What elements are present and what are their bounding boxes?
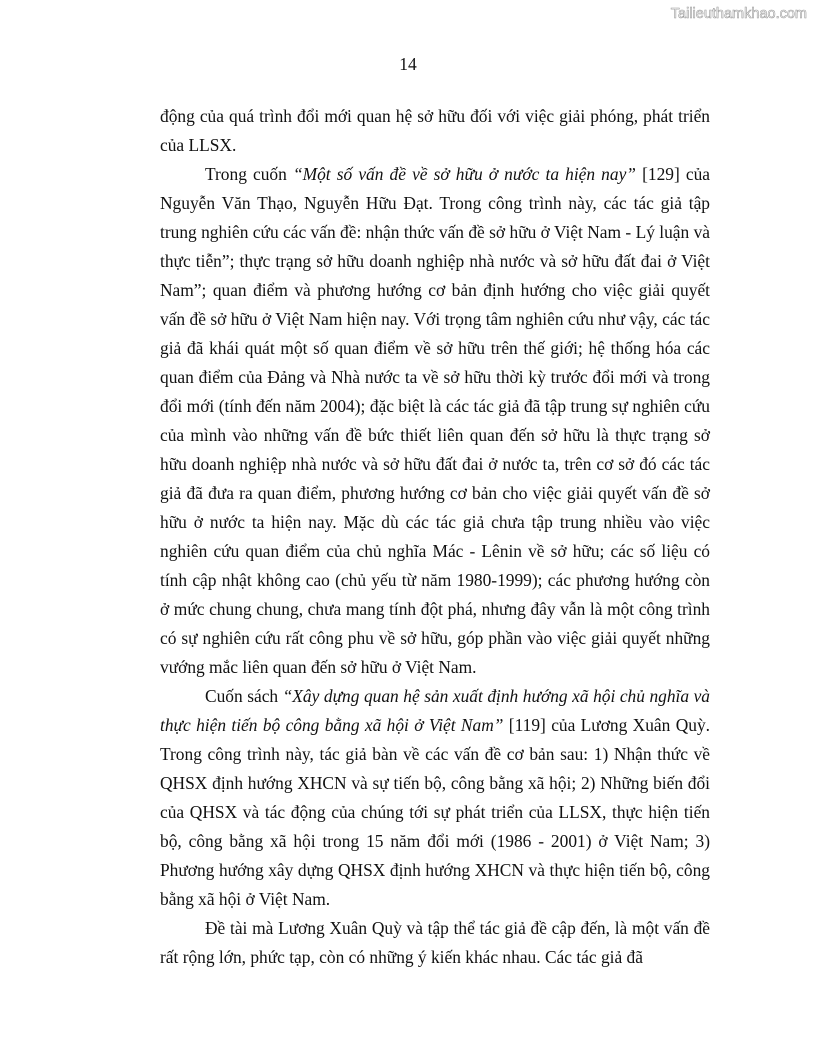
watermark: Tailieuthamkhao.com [670, 6, 807, 22]
paragraph-xuan-quy [160, 682, 710, 914]
paragraph-continuation [160, 102, 710, 160]
paragraph-text: [129] của Nguyễn Văn Thạo, Nguyễn Hữu Đạt. Trong công trình này, các tác giả tập trung nghiên cứu các vấn đề: nhận thức vấn đề sở hữu ở Việt Nam - Lý luận và thực tiễn”; thực trạng sở hữu doanh nghiệp nhà nước và sở hữu đất đai ở Việt Nam”; quan điểm và phương hướng cơ bản định hướng cho việc giải quyết vấn đề sở hữu ở Việt Nam hiện nay. Với trọng tâm nghiên cứu như vậy, các tác giả đã khái quát một số quan điểm về sở hữu trên thế giới; hệ thống hóa các quan điểm của Đảng và Nhà nước ta về sở hữu thời kỳ trước đổi mới và trong đổi mới (tính đến năm 2004); đặc biệt là các tác giả đã tập trung sự nghiên cứu của mình vào những vấn đề bức thiết liên quan đến sở hữu là thực trạng sở hữu doanh nghiệp nhà nước và sở hữu đất đai ở nước ta, trên cơ sở đó các tác giả đã đưa ra quan điểm, phương hướng cơ bản cho việc giải quyết vấn đề sở hữu ở nước ta hiện nay. Mặc dù các tác giả chưa tập trung nhiều vào việc nghiên cứu quan điểm của chủ nghĩa Mác - Lênin về sở hữu; các số liệu có tính cập nhật không cao (chủ yếu từ năm 1980-1999); các phương hướng còn ở mức chung chung, chưa mang tính đột phá, nhưng đây vẫn là một công trình có sự nghiên cứu rất công phu về sở hữu, góp phần vào việc giải quyết những vướng mắc liên quan đến sở hữu ở Việt Nam. [160, 164, 711, 677]
paragraph-thao-dat [160, 160, 710, 682]
paragraph-de-tai [160, 914, 710, 972]
paragraph-text: Đề tài mà Lương Xuân Quỳ và tập thể tác giả đề cập đến, là một vấn đề rất rộng lớn, phức tạp, còn có những ý kiến khác nhau. Các tác giả đã [160, 918, 710, 967]
page-number: 14 [399, 54, 417, 74]
body-text [160, 102, 710, 972]
book-title: “Một số vấn đề về sở hữu ở nước ta hiện nay” [292, 164, 636, 184]
book-title: “Xây dựng quan hệ sản xuất định hướng xã hội chủ nghĩa và thực hiện tiến bộ công bằng xã hội ở Việt Nam” [160, 686, 710, 735]
paragraph-text: Trong cuốn [205, 164, 293, 184]
paragraph-text: Cuốn sách [205, 686, 283, 706]
paragraph-text: động của quá trình đổi mới quan hệ sở hữu đối với việc giải phóng, phát triển của LLSX. [160, 106, 710, 155]
paragraph-text: [119] của Lương Xuân Quỳ. Trong công trình này, tác giả bàn về các vấn đề cơ bản sau: 1) Nhận thức về QHSX định hướng XHCN và sự tiến bộ, công bằng xã hội; 2) Những biến đổi của QHSX và tác động của chúng tới sự phát triển của LLSX, thực hiện tiến bộ, công bằng xã hội trong 15 năm đổi mới (1986 - 2001) ở Việt Nam; 3) Phương hướng xây dựng QHSX định hướng XHCN và thực hiện tiến bộ, công bằng xã hội ở Việt Nam. [160, 715, 710, 909]
